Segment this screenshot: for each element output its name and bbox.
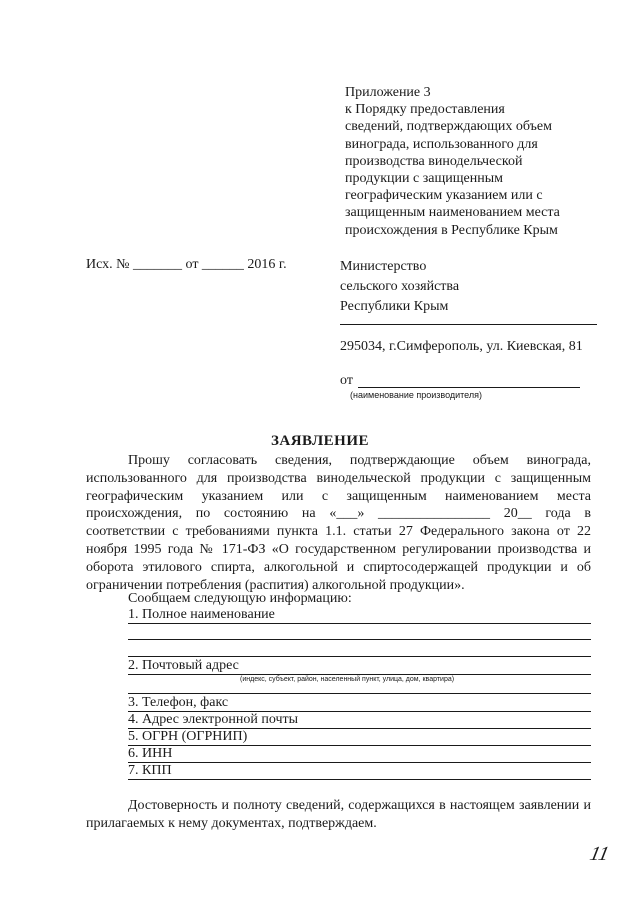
kpp-line[interactable] (128, 779, 591, 780)
full-name-line[interactable] (128, 623, 591, 624)
document-title: ЗАЯВЛЕНИЕ (270, 433, 370, 449)
from-label: от (340, 373, 353, 388)
ogrn-line[interactable] (128, 745, 591, 746)
postal-address-line[interactable] (128, 693, 591, 694)
full-name-line[interactable] (128, 656, 591, 657)
recipient-line: Министерство (340, 259, 427, 274)
recipient-address: 295034, г.Симферополь, ул. Киевская, 81 (340, 339, 583, 354)
recipient-block (340, 257, 459, 317)
appendix-line: сведений, подтверждающих объем (345, 119, 552, 135)
appendix-note (345, 84, 595, 239)
recipient-underline (340, 324, 597, 325)
outgoing-reference: Исх. № _______ от ______ 2016 г. (86, 257, 287, 272)
postal-address-line[interactable] (128, 674, 591, 675)
appendix-line: винограда, использованного для (345, 136, 538, 152)
field-kpp-label: 7. КПП (128, 763, 172, 778)
appendix-line: Приложение 3 (345, 85, 431, 100)
full-name-line[interactable] (128, 639, 591, 640)
info-intro: Сообщаем следующую информацию: (128, 591, 352, 606)
postal-address-caption: (индекс, субъект, район, населенный пункт, улица, дом, квартира) (240, 676, 455, 683)
appendix-line: защищенным наименованием места (345, 205, 560, 221)
appendix-line: производства винодельческой (345, 153, 523, 169)
field-ogrn-label: 5. ОГРН (ОГРНИП) (128, 729, 248, 744)
request-paragraph: Прошу согласовать сведения, подтверждающие объем винограда, использованного для производства винодельческой продукции с защищенным географическим указанием или с защищенным наименованием места происхождения, по состоянию на «___» ________________ 20__ года в соответствии с требованиями пункта 1.1. статьи 27 Федерального закона от 22 ноября 1995 года № 171-ФЗ «О государственном регулировании производства и оборота этилового спирта, алкогольной и спиртосодержащей продукции и об ограничении потребления (распития) алкогольной продукции». (86, 453, 591, 593)
producer-name-caption: (наименование производителя) (350, 390, 483, 400)
field-phone-fax-label: 3. Телефон, факс (128, 695, 229, 710)
appendix-line: к Порядку предоставления (345, 102, 505, 118)
recipient-line: Республики Крым (340, 299, 449, 314)
producer-name-line[interactable] (358, 387, 580, 388)
inn-line[interactable] (128, 762, 591, 763)
recipient-line: сельского хозяйства (340, 279, 460, 294)
appendix-line: происхождения в Республике Крым (345, 222, 558, 238)
field-postal-address-label: 2. Почтовый адрес (128, 658, 239, 673)
field-email-label: 4. Адрес электронной почты (128, 712, 299, 727)
field-inn-label: 6. ИНН (128, 746, 173, 761)
field-full-name-label: 1. Полное наименование (128, 607, 275, 622)
handwritten-page-number: 11 (587, 843, 611, 865)
appendix-line: географическим указанием или с (345, 188, 543, 204)
confirmation-paragraph: Достоверность и полноту сведений, содержащихся в настоящем заявлении и прилагаемых к нему документах, подтверждаем. (86, 798, 591, 831)
appendix-line: продукции с защищенным (345, 171, 503, 187)
